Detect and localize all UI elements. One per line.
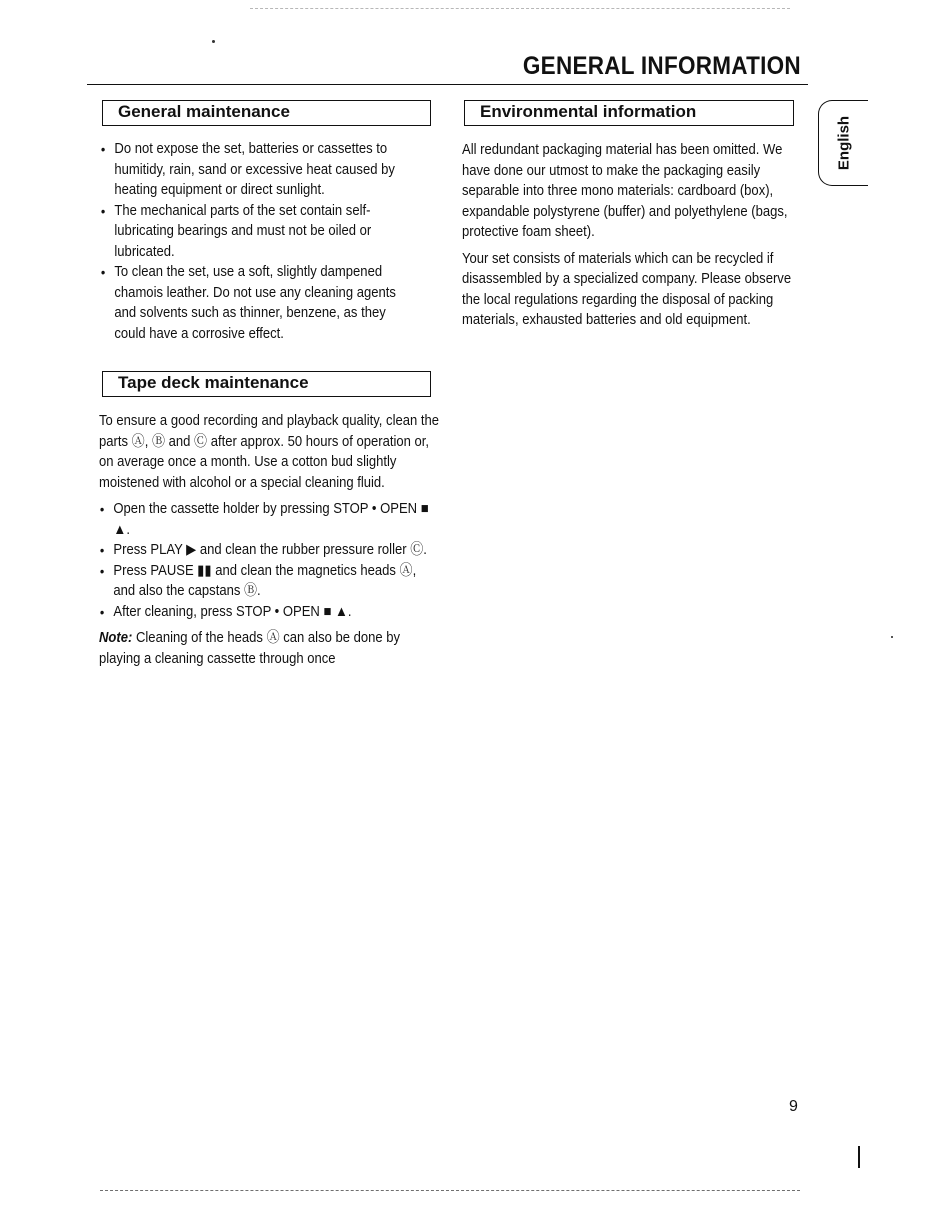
scan-speck <box>212 40 215 43</box>
tape-deck-section <box>99 411 439 675</box>
environmental-paragraph: Your set consists of materials which can be recycled if disassembled by a specialized company. Please observe the local regulations regarding the disposal of packing materials, exhausted batteries and old equipment. <box>462 250 792 328</box>
list-item: • Open the cassette holder by pressing STOP • OPEN ■ ▲. <box>99 499 439 540</box>
list-item: • Do not expose the set, batteries or cassettes to humitidy, rain, sand or excessive heat caused by heating equipment or direct sunlight. <box>100 139 415 201</box>
general-maintenance-heading-box <box>102 100 431 126</box>
general-maintenance-heading: General maintenance <box>118 102 290 121</box>
header-rule <box>87 84 808 85</box>
tape-deck-intro: To ensure a good recording and playback quality, clean the parts Ⓐ, Ⓑ and Ⓒ after approx. 50 hours of operation or, on average once a month. Use a cotton bud slightly moistened with alcohol or a special cleaning fluid. <box>99 413 440 491</box>
list-item: • Press PAUSE ▮▮ and clean the magnetics heads Ⓐ, and also the capstans Ⓑ. <box>99 561 439 602</box>
environmental-paragraph: All redundant packaging material has been omitted. We have done our utmost to make the packaging easily separable into three mono materials: cardboard (box), expandable polystyrene (buffer) and polyethylene (bags, protective foam sheet). <box>462 142 788 240</box>
general-maintenance-list <box>100 139 415 344</box>
environmental-section <box>462 140 804 337</box>
tape-deck-note <box>99 628 439 669</box>
note-text: Cleaning of the heads Ⓐ can also be done by playing a cleaning cassette through once <box>99 630 401 667</box>
list-item: • The mechanical parts of the set contain self-lubricating bearings and must not be oiled or lubricated. <box>100 201 415 263</box>
note-label: Note: <box>99 630 133 646</box>
environmental-heading: Environmental information <box>480 102 697 121</box>
tape-deck-heading: Tape deck maintenance <box>118 373 309 392</box>
edge-mark <box>858 1146 860 1168</box>
general-maintenance-section <box>100 139 415 350</box>
list-item: • To clean the set, use a soft, slightly dampened chamois leather. Do not use any cleaning agents and solvents such as thinner, benzene, as they could have a corrosive effect. <box>100 262 415 344</box>
scan-artifact-bottom <box>100 1190 800 1191</box>
scan-artifact-top <box>250 8 790 11</box>
page-number: 9 <box>789 1098 798 1115</box>
tape-deck-heading-box <box>102 371 431 397</box>
page-title: GENERAL INFORMATION <box>522 52 801 80</box>
language-tab <box>818 100 868 186</box>
language-tab-label: English <box>835 115 852 171</box>
environmental-heading-box <box>464 100 794 126</box>
list-item: • After cleaning, press STOP • OPEN ■ ▲. <box>99 602 439 623</box>
list-item: • Press PLAY ▶ and clean the rubber pressure roller Ⓒ. <box>99 540 439 561</box>
tape-deck-steps <box>99 499 439 622</box>
scan-speck <box>891 636 893 638</box>
